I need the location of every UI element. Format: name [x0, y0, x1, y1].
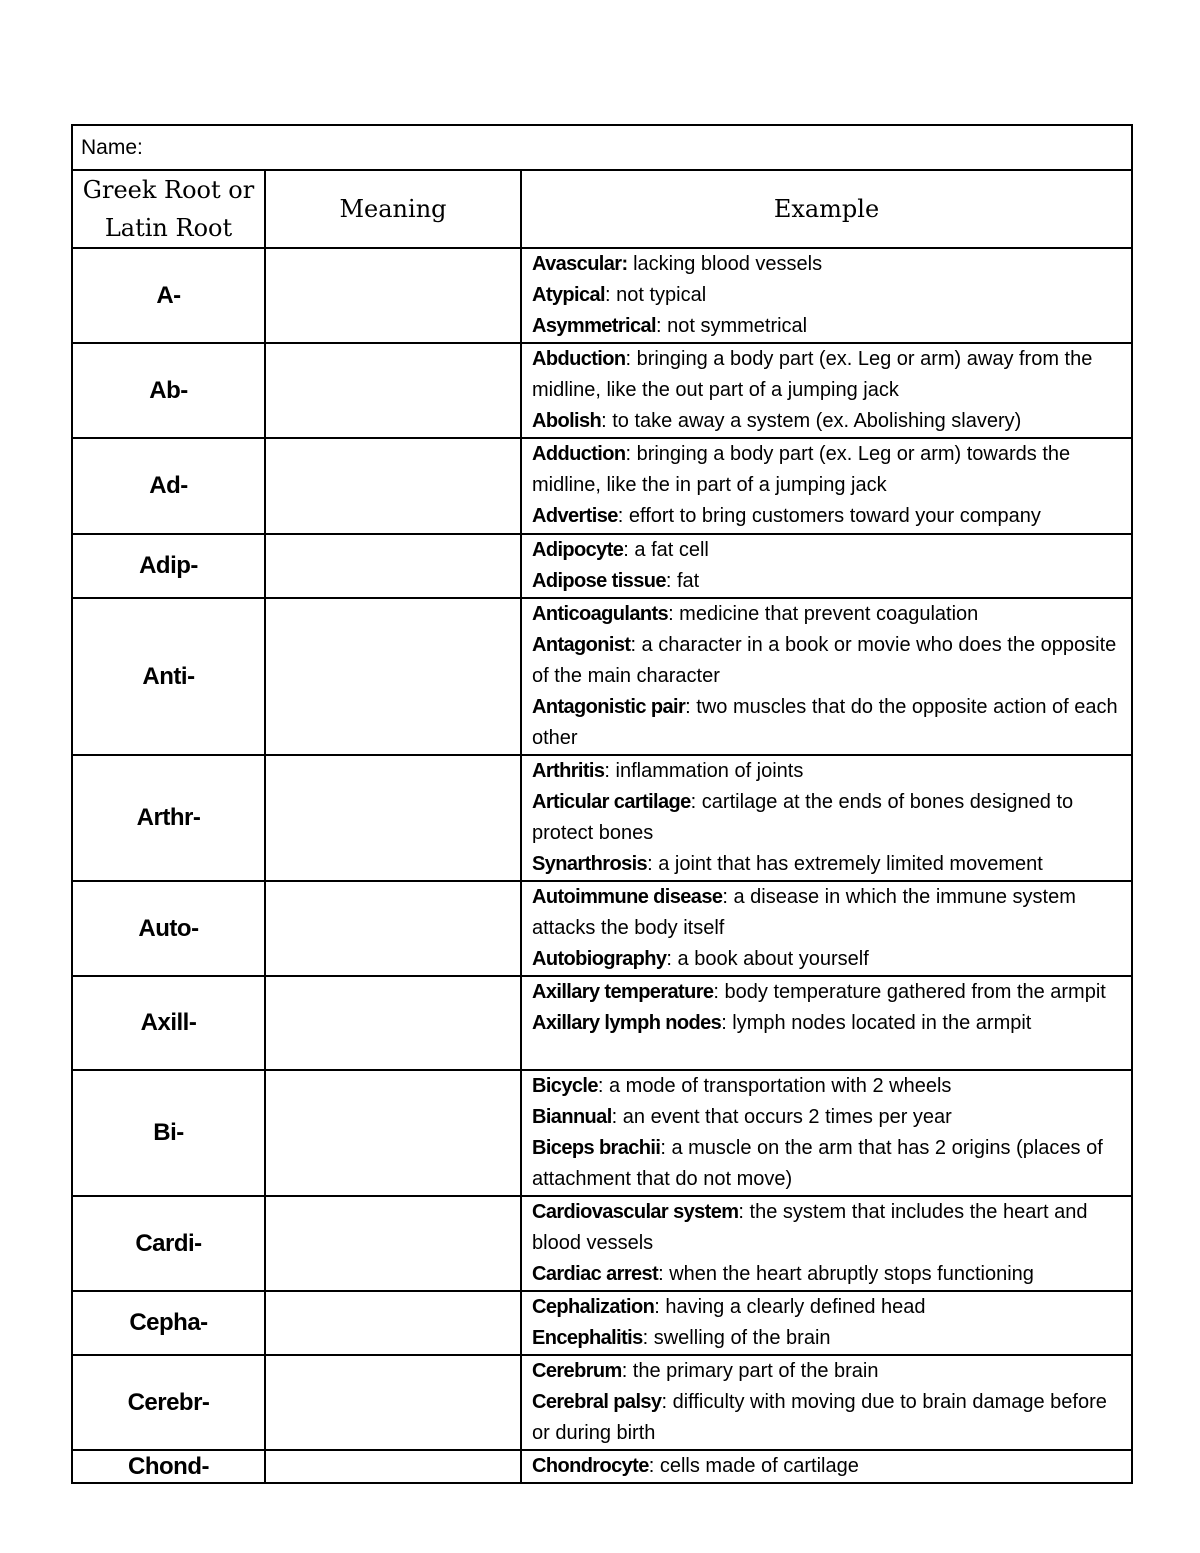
header-meaning: Meaning — [265, 170, 521, 248]
root-cell: Cardi- — [72, 1196, 265, 1291]
meaning-cell[interactable] — [265, 881, 521, 976]
root-cell: A- — [72, 248, 265, 343]
example-definition: : the primary part of the brain — [621, 1360, 879, 1382]
example-entry — [532, 1356, 1123, 1387]
example-definition: : when the heart abruptly stops functioning — [658, 1263, 1034, 1285]
example-definition: : a muscle on the arm that has 2 origins (places of attachment that do not move) — [532, 1137, 1103, 1190]
meaning-cell[interactable] — [265, 1355, 521, 1450]
example-entry — [532, 1102, 1123, 1133]
example-term: Antagonistic pair — [532, 696, 686, 718]
example-entry — [532, 535, 1123, 566]
example-term: Axillary temperature — [532, 981, 714, 1003]
meaning-cell[interactable] — [265, 1196, 521, 1291]
example-entry — [532, 406, 1123, 437]
example-definition: : a disease in which the immune system attacks the body itself — [532, 886, 1076, 939]
example-entry — [532, 280, 1123, 311]
example-definition: : an event that occurs 2 times per year — [611, 1106, 952, 1128]
meaning-cell[interactable] — [265, 1070, 521, 1196]
name-row — [72, 125, 1132, 170]
root-cell: Ad- — [72, 438, 265, 534]
example-definition: : bringing a body part (ex. Leg or arm) away from the midline, like the out part of a jumping jack — [532, 348, 1093, 401]
root-cell: Chond- — [72, 1450, 265, 1483]
example-term: Atypical — [532, 284, 606, 306]
example-term: Chondrocyte — [532, 1455, 649, 1477]
example-cell — [521, 976, 1132, 1070]
example-definition: : having a clearly defined head — [654, 1296, 926, 1318]
example-entry — [532, 439, 1123, 501]
meaning-cell[interactable] — [265, 438, 521, 534]
meaning-cell[interactable] — [265, 976, 521, 1070]
example-term: Abolish — [532, 410, 602, 432]
example-entry — [532, 944, 1123, 975]
example-definition: : body temperature gathered from the armpit — [713, 981, 1106, 1003]
example-term: Bicycle — [532, 1075, 598, 1097]
table-row — [72, 438, 1132, 534]
example-cell — [521, 598, 1132, 755]
example-definition: : two muscles that do the opposite action of each other — [532, 696, 1118, 749]
example-definition: : fat — [665, 570, 700, 592]
meaning-cell[interactable] — [265, 534, 521, 598]
example-cell — [521, 1196, 1132, 1291]
header-row — [72, 170, 1132, 248]
root-cell: Axill- — [72, 976, 265, 1070]
table-row — [72, 598, 1132, 755]
example-cell — [521, 1291, 1132, 1355]
table-row — [72, 1355, 1132, 1450]
example-term: Biceps brachii — [532, 1137, 661, 1159]
meaning-cell[interactable] — [265, 598, 521, 755]
example-entry — [532, 630, 1123, 692]
example-term: Synarthrosis — [532, 853, 648, 875]
example-entry — [532, 1071, 1123, 1102]
example-definition: : inflammation of joints — [604, 760, 804, 782]
example-term: Cerebrum — [532, 1360, 622, 1382]
example-term: Autobiography — [532, 948, 667, 970]
example-entry — [532, 566, 1123, 597]
example-cell — [521, 755, 1132, 881]
example-entry — [532, 344, 1123, 406]
meaning-cell[interactable] — [265, 1450, 521, 1483]
example-definition: : the system that includes the heart and blood vessels — [532, 1201, 1088, 1254]
example-entry — [532, 1292, 1123, 1323]
table-row — [72, 881, 1132, 976]
example-term: Abduction — [532, 348, 626, 370]
example-definition: : cartilage at the ends of bones designed to protect bones — [532, 791, 1074, 844]
example-definition: : a character in a book or movie who does the opposite of the main character — [532, 634, 1117, 687]
header-root: Greek Root or Latin Root — [72, 170, 265, 248]
root-cell: Arthr- — [72, 755, 265, 881]
table-row — [72, 343, 1132, 438]
example-term: Antagonist — [532, 634, 631, 656]
example-entry — [532, 849, 1123, 880]
example-entry — [532, 756, 1123, 787]
example-entry — [532, 1451, 1123, 1482]
example-entry — [532, 787, 1123, 849]
table-row — [72, 755, 1132, 881]
example-definition: : effort to bring customers toward your company — [617, 505, 1041, 527]
example-term: Cardiovascular system — [532, 1201, 739, 1223]
root-cell: Adip- — [72, 534, 265, 598]
meaning-cell[interactable] — [265, 1291, 521, 1355]
root-cell: Ab- — [72, 343, 265, 438]
example-definition: : bringing a body part (ex. Leg or arm) towards the midline, like the in part of a jumping jack — [532, 443, 1071, 496]
example-definition: lacking blood vessels — [627, 253, 823, 275]
example-term: Autoimmune disease — [532, 886, 723, 908]
table-row — [72, 534, 1132, 598]
example-cell — [521, 1355, 1132, 1450]
example-entry — [532, 1259, 1123, 1290]
example-entry — [532, 692, 1123, 754]
example-term: Advertise — [532, 505, 618, 527]
example-entry — [532, 501, 1123, 532]
example-entry — [532, 249, 1123, 280]
example-definition: : cells made of cartilage — [648, 1455, 859, 1477]
example-term: Adipose tissue — [532, 570, 666, 592]
example-term: Anticoagulants — [532, 603, 669, 625]
example-entry — [532, 977, 1123, 1008]
root-cell: Cerebr- — [72, 1355, 265, 1450]
meaning-cell[interactable] — [265, 248, 521, 343]
table-row — [72, 1450, 1132, 1483]
example-cell — [521, 438, 1132, 534]
root-cell: Cepha- — [72, 1291, 265, 1355]
table-row — [72, 1196, 1132, 1291]
example-term: Asymmetrical — [532, 315, 656, 337]
example-entry — [532, 882, 1123, 944]
example-term: Adduction — [532, 443, 626, 465]
example-term: Encephalitis — [532, 1327, 643, 1349]
example-cell — [521, 248, 1132, 343]
example-cell — [521, 1450, 1132, 1483]
example-cell — [521, 1070, 1132, 1196]
example-entry — [532, 1197, 1123, 1259]
example-definition: : a book about yourself — [666, 948, 869, 970]
example-entry — [532, 599, 1123, 630]
example-entry — [532, 1133, 1123, 1195]
example-term: Avascular: — [532, 253, 628, 275]
example-definition: : a joint that has extremely limited movement — [647, 853, 1043, 875]
example-definition: : a mode of transportation with 2 wheels — [597, 1075, 952, 1097]
example-entry — [532, 1008, 1123, 1039]
example-term: Cerebral palsy — [532, 1391, 662, 1413]
example-cell — [521, 881, 1132, 976]
example-cell — [521, 343, 1132, 438]
example-definition: : to take away a system (ex. Abolishing slavery) — [601, 410, 1022, 432]
example-cell — [521, 534, 1132, 598]
example-definition: : swelling of the brain — [642, 1327, 831, 1349]
root-cell: Auto- — [72, 881, 265, 976]
example-term: Arthritis — [532, 760, 605, 782]
example-term: Axillary lymph nodes — [532, 1012, 722, 1034]
root-table — [71, 124, 1133, 1484]
example-entry — [532, 1323, 1123, 1354]
root-cell: Anti- — [72, 598, 265, 755]
table-row — [72, 976, 1132, 1070]
example-definition: : medicine that prevent coagulation — [668, 603, 979, 625]
table-row — [72, 248, 1132, 343]
example-definition: : not symmetrical — [655, 315, 808, 337]
example-definition: : a fat cell — [623, 539, 709, 561]
example-term: Cardiac arrest — [532, 1263, 659, 1285]
example-term: Cephalization — [532, 1296, 655, 1318]
name-label[interactable]: Name: — [72, 125, 1132, 170]
example-definition: : difficulty with moving due to brain damage before or during birth — [532, 1391, 1107, 1444]
header-example: Example — [521, 170, 1132, 248]
table-row — [72, 1070, 1132, 1196]
example-entry — [532, 311, 1123, 342]
example-entry — [532, 1387, 1123, 1449]
meaning-cell[interactable] — [265, 755, 521, 881]
root-cell: Bi- — [72, 1070, 265, 1196]
table-row — [72, 1291, 1132, 1355]
example-definition: : not typical — [605, 284, 707, 306]
example-definition: : lymph nodes located in the armpit — [721, 1012, 1032, 1034]
example-term: Biannual — [532, 1106, 612, 1128]
example-term: Adipocyte — [532, 539, 624, 561]
meaning-cell[interactable] — [265, 343, 521, 438]
example-term: Articular cartilage — [532, 791, 691, 813]
